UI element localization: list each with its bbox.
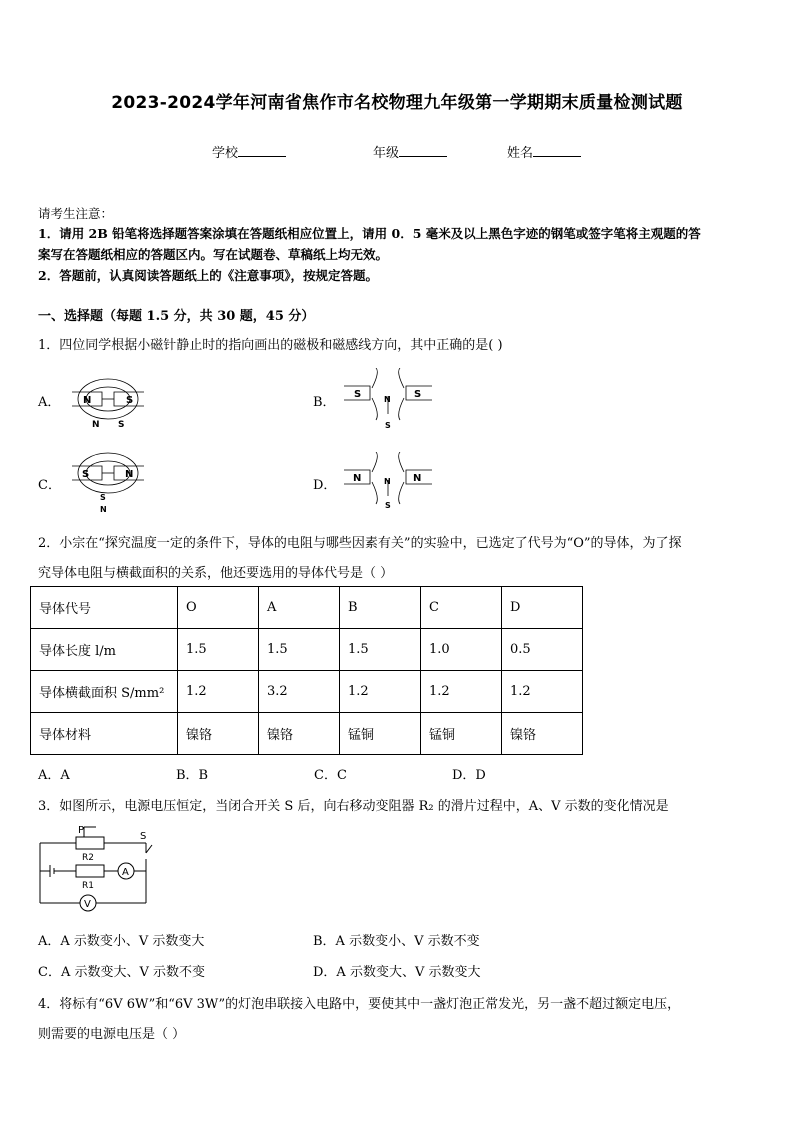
- q1-a-needle-s: S: [118, 420, 125, 430]
- q1-stem: 1．四位同学根据小磁针静止时的指向画出的磁极和磁感线方向，其中正确的是( ): [38, 338, 503, 353]
- q1-b-pole-s1: S: [354, 389, 362, 400]
- table-cell: 1.2: [421, 671, 502, 713]
- q4-stem-line-2: 则需要的电源电压是（ ）: [38, 1027, 186, 1042]
- table-cell: C: [421, 587, 502, 629]
- table-cell: 1.5: [178, 629, 259, 671]
- table-cell: O: [178, 587, 259, 629]
- table-cell: 1.5: [340, 629, 421, 671]
- table-cell: 1.2: [502, 671, 583, 713]
- q1-option-b-label: B．: [313, 395, 336, 410]
- grade-label: 年级: [373, 146, 400, 161]
- q1-option-c-label: C．: [38, 478, 61, 493]
- q3-option-a: A．A 示数变小、V 示数变大: [38, 934, 205, 949]
- q3-option-b: B．A 示数变小、V 示数不变: [313, 934, 480, 949]
- school-field: [212, 142, 286, 161]
- q1-figure-a: [62, 370, 154, 432]
- q1-b-needle-n: N: [384, 395, 391, 404]
- table-cell: B: [340, 587, 421, 629]
- school-blank: [238, 144, 286, 157]
- table-cell: 镍铬: [502, 713, 583, 755]
- q3-stem: 3．如图所示，电源电压恒定，当闭合开关 S 后，向右移动变阻器 R₂ 的滑片过程中，A、V 示数的变化情况是: [38, 799, 669, 814]
- name-label: 姓名: [507, 146, 534, 161]
- q1-b-needle-s: S: [385, 421, 391, 430]
- q3-option-c: C．A 示数变大、V 示数不变: [38, 965, 205, 980]
- table-cell: 导体横截面积 S/mm²: [31, 671, 178, 713]
- q3-voltmeter-label: V: [84, 899, 91, 910]
- notice-line-1: 1．请用 2B 铅笔将选择题答案涂填在答题纸相应位置上，请用 0．5 毫米及以上黑色字迹的钢笔或签字笔将主观题的答: [38, 226, 701, 241]
- table-cell: 1.0: [421, 629, 502, 671]
- page-title: 2023-2024学年河南省焦作市名校物理九年级第一学期期末质量检测试题: [111, 93, 683, 113]
- table-cell: 导体长度 l/m: [31, 629, 178, 671]
- q1-option-d-label: D．: [313, 478, 337, 493]
- table-cell: 1.2: [178, 671, 259, 713]
- q1-figure-b: [340, 368, 436, 432]
- q1-a-pole-n: N: [83, 395, 92, 406]
- table-cell: D: [502, 587, 583, 629]
- table-row: [31, 671, 583, 713]
- q1-d-pole-n1: N: [353, 473, 362, 484]
- school-label: 学校: [212, 146, 239, 161]
- q3-label-r1: R1: [82, 881, 94, 891]
- conductor-table: [30, 586, 583, 755]
- q1-a-needle-n: N: [92, 420, 100, 430]
- table-cell: A: [259, 587, 340, 629]
- q4-stem-line-1: 4．将标有“6V 6W”和“6V 3W”的灯泡串联接入电路中，要使其中一盏灯泡正常发光，另一盏不超过额定电压，: [38, 997, 681, 1012]
- notice-line-1b: 案写在答题纸相应的答题区内。写在试题卷、草稿纸上均无效。: [38, 247, 389, 262]
- table-cell: 镍铬: [259, 713, 340, 755]
- table-cell: 1.2: [340, 671, 421, 713]
- q1-a-pole-s: S: [126, 395, 134, 406]
- table-cell: 0.5: [502, 629, 583, 671]
- q2-option-c: C．C: [314, 768, 347, 783]
- table-cell: 锰铜: [421, 713, 502, 755]
- name-blank: [533, 144, 581, 157]
- q1-c-needle-n: N: [100, 505, 107, 514]
- q2-option-d: D．D: [452, 768, 486, 783]
- q3-label-r2: R2: [82, 853, 94, 863]
- q3-ammeter-label: A: [122, 867, 129, 878]
- q1-b-pole-s2: S: [414, 389, 422, 400]
- q3-label-s: S: [140, 831, 147, 842]
- q3-circuit-diagram: [36, 823, 156, 915]
- table-cell: 镍铬: [178, 713, 259, 755]
- table-cell: 1.5: [259, 629, 340, 671]
- q1-c-pole-s: S: [82, 469, 90, 480]
- q1-c-needle-s: S: [100, 493, 106, 502]
- grade-field: [373, 142, 447, 161]
- q2-stem-line-1: 2．小宗在“探究温度一定的条件下，导体的电阻与哪些因素有关”的实验中，已选定了代号为“O”的导体，为了探: [38, 536, 682, 551]
- q3-label-p: P: [78, 825, 85, 836]
- q1-d-needle-n: N: [384, 477, 391, 486]
- notice-heading: 请考生注意：: [38, 206, 114, 221]
- q1-figure-d: [340, 452, 440, 514]
- table-row: [31, 587, 583, 629]
- q1-d-needle-s: S: [385, 501, 391, 510]
- q3-option-d: D．A 示数变大、V 示数变大: [313, 965, 481, 980]
- q2-stem-line-2: 究导体电阻与横截面积的关系，他还要选用的导体代号是（ ）: [38, 566, 394, 581]
- grade-blank: [399, 144, 447, 157]
- q2-option-b: B．B: [176, 768, 209, 783]
- q1-c-pole-n: N: [125, 469, 134, 480]
- q1-figure-c: [62, 452, 154, 514]
- q1-option-a-label: A．: [38, 395, 61, 410]
- table-cell: 导体代号: [31, 587, 178, 629]
- section-heading: 一、选择题（每题 1.5 分，共 30 题，45 分）: [38, 309, 315, 324]
- notice-line-2: 2．答题前，认真阅读答题纸上的《注意事项》，按规定答题。: [38, 268, 378, 283]
- name-field: [507, 142, 581, 161]
- q2-option-a: A．A: [38, 768, 70, 783]
- table-row: [31, 713, 583, 755]
- table-cell: 3.2: [259, 671, 340, 713]
- table-cell: 锰铜: [340, 713, 421, 755]
- table-cell: 导体材料: [31, 713, 178, 755]
- q1-d-pole-n2: N: [413, 473, 422, 484]
- table-row: [31, 629, 583, 671]
